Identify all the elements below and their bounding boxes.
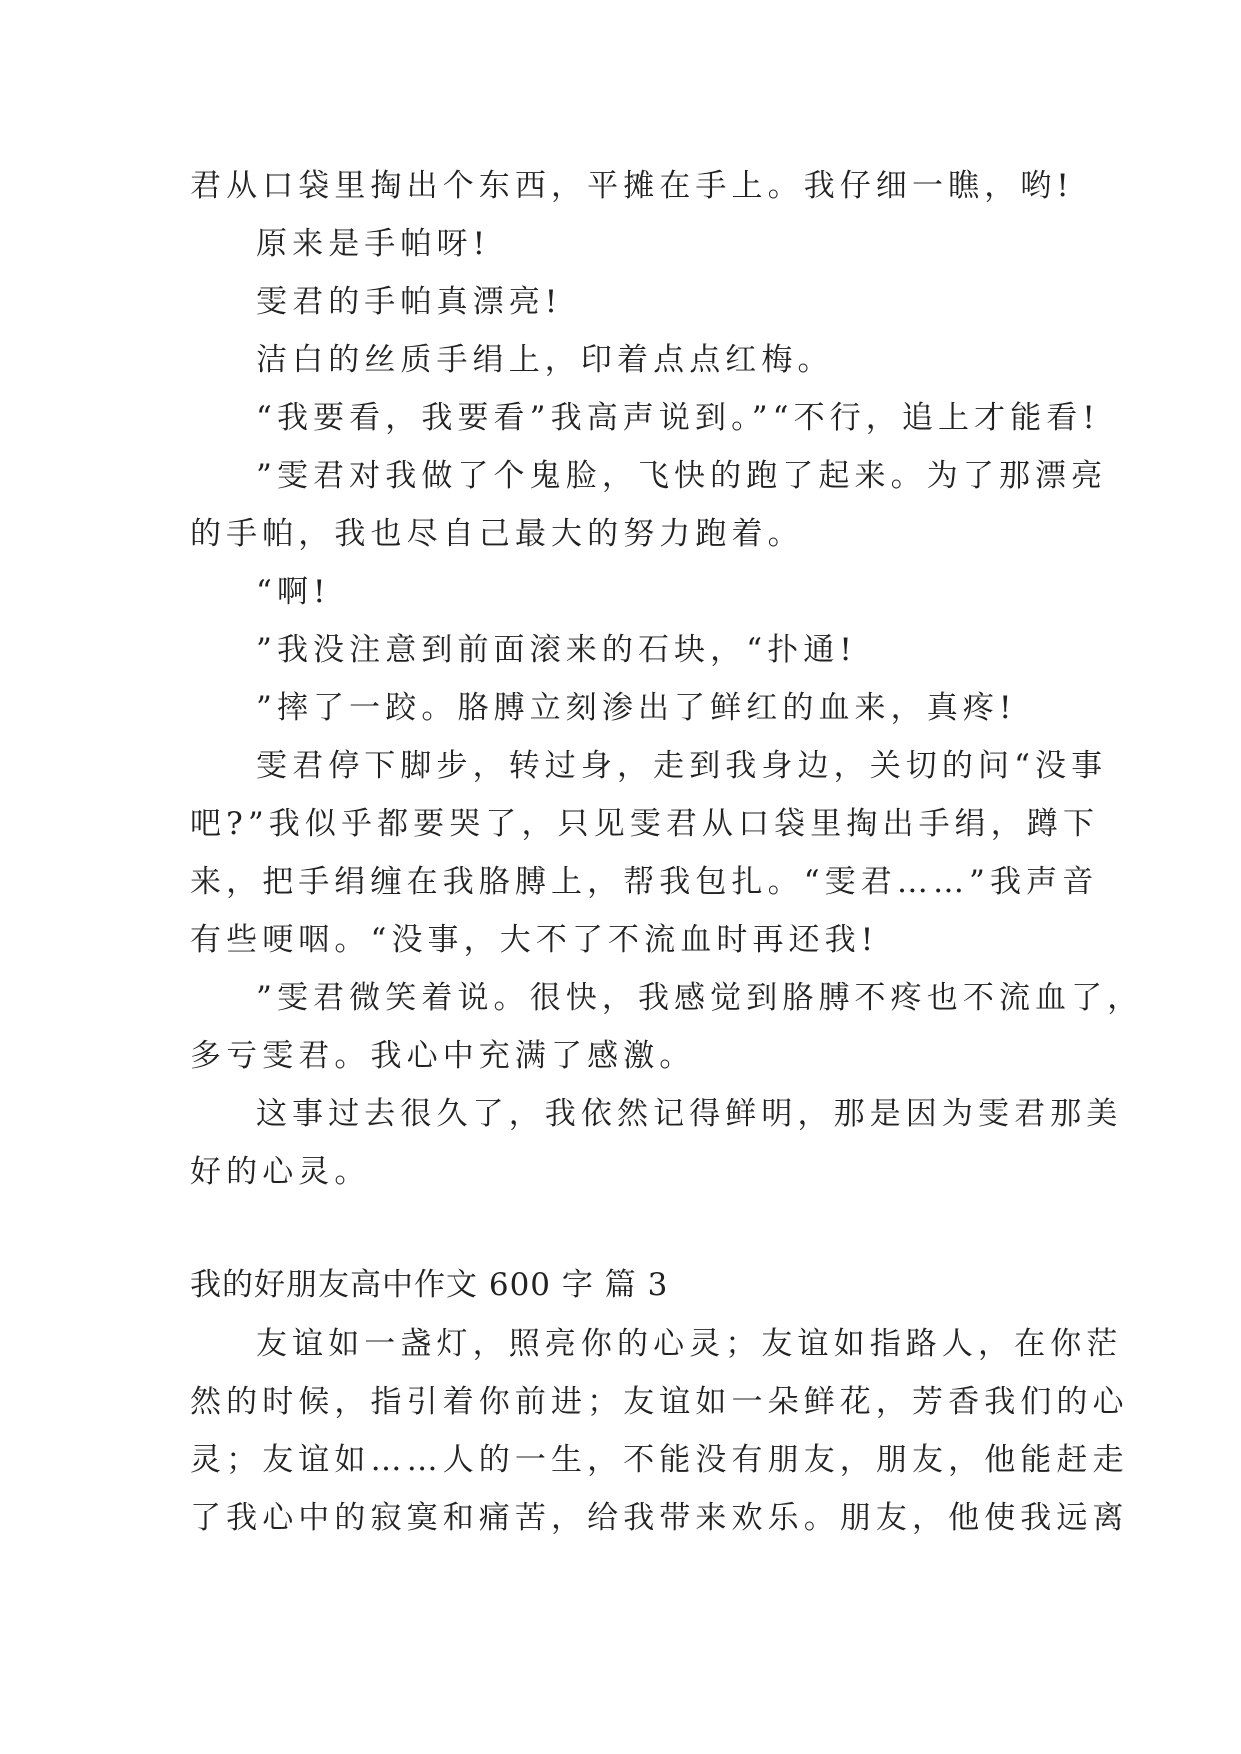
- section-heading: 我的好朋友高中作文 600 字 篇 3: [190, 1267, 669, 1303]
- text-line: 原来是手帕呀!: [256, 226, 491, 262]
- text-line: 的手帕，我也尽自己最大的努力跑着。: [190, 516, 804, 552]
- text-line: ”摔了一跤。胳膊立刻渗出了鲜红的血来，真疼!: [256, 690, 1017, 726]
- text-line: 雯君的手帕真漂亮!: [256, 284, 563, 320]
- text-line: 友谊如一盏灯，照亮你的心灵；友谊如指路人，在你茫: [256, 1326, 1123, 1362]
- text-line: 这事过去很久了，我依然记得鲜明，那是因为雯君那美: [256, 1096, 1123, 1132]
- text-line: 雯君停下脚步，转过身，走到我身边，关切的问“没事: [256, 748, 1108, 784]
- text-line: 来，把手绢缠在我胳膊上，帮我包扎。“雯君……”我声音: [190, 864, 1099, 900]
- text-line: 了我心中的寂寞和痛苦，给我带来欢乐。朋友，他使我远离: [190, 1500, 1129, 1536]
- text-line: 多亏雯君。我心中充满了感激。: [190, 1038, 696, 1074]
- text-line: 有些哽咽。“没事，大不了不流血时再还我!: [190, 922, 879, 958]
- text-line: ”雯君对我做了个鬼脸，飞快的跑了起来。为了那漂亮: [256, 458, 1108, 494]
- text-line: 君从口袋里掏出个东西，平摊在手上。我仔细一瞧，哟!: [190, 168, 1074, 204]
- text-line: “我要看，我要看”我高声说到。”“不行，追上才能看!: [256, 400, 1100, 436]
- text-line: 吧?”我似乎都要哭了，只见雯君从口袋里掏出手绢，蹲下: [190, 806, 1100, 842]
- text-line: 灵；友谊如……人的一生，不能没有朋友，朋友，他能赶走: [190, 1442, 1129, 1478]
- text-line: ”我没注意到前面滚来的石块，“扑通!: [256, 632, 857, 668]
- text-line: ”雯君微笑着说。很快，我感觉到胳膊不疼也不流血了，: [256, 980, 1144, 1016]
- text-line: 好的心灵。: [190, 1154, 371, 1190]
- text-line: 然的时候，指引着你前进；友谊如一朵鲜花，芳香我们的心: [190, 1384, 1129, 1420]
- text-line: 洁白的丝质手绢上，印着点点红梅。: [256, 342, 834, 378]
- text-line: “啊!: [256, 574, 331, 610]
